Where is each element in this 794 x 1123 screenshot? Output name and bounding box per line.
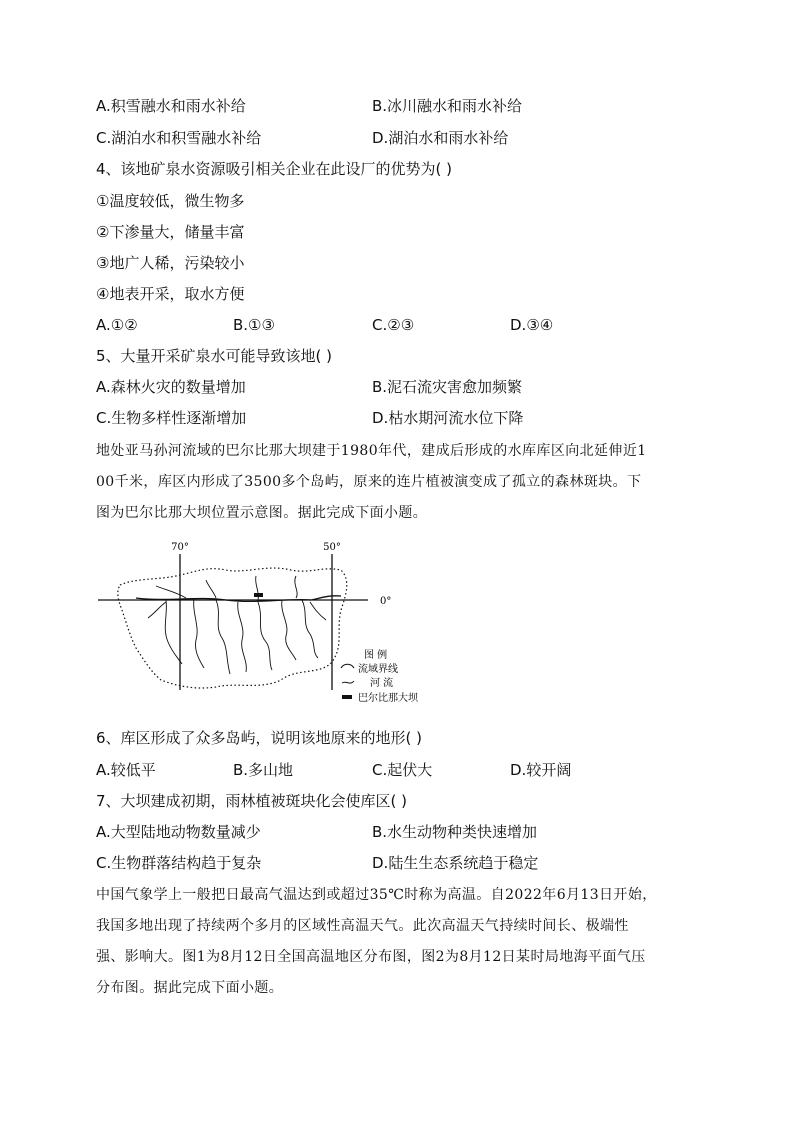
q4-item-4: ④地表开采，取水方便 — [96, 285, 245, 303]
q5-option-d: D.枯水期河流水位下降 — [372, 409, 524, 427]
legend-title: 图 例 — [364, 650, 388, 661]
q6-option-c: C.起伏大 — [372, 761, 433, 779]
q6-option-a: A.较低平 — [96, 761, 156, 779]
q7-option-d: D.陆生生态系统趋于稳定 — [372, 854, 539, 872]
q4-item-2: ②下渗量大，储量丰富 — [96, 223, 245, 241]
legend-dam-symbol — [342, 695, 352, 699]
q4-option-d: D.③④ — [510, 316, 554, 334]
basin-boundary — [118, 568, 347, 688]
q4-option-c: C.②③ — [372, 316, 415, 334]
q5-option-a: A.森林火灾的数量增加 — [96, 378, 246, 396]
legend-dam-label: 巴尔比那大坝 — [358, 693, 418, 704]
q7-option-a: A.大型陆地动物数量减少 — [96, 823, 261, 841]
passage-dam — [96, 436, 716, 529]
q6-option-d: D.较开阔 — [510, 761, 572, 779]
legend-river-symbol — [342, 681, 354, 683]
passage-heatwave — [96, 880, 716, 1004]
passage-dam-line: 00千米，库区内形成了3500多个岛屿，原来的连片植被演变成了孤立的森林斑块。下 — [96, 474, 642, 490]
passage-dam-line: 图为巴尔比那大坝位置示意图。据此完成下面小题。 — [96, 505, 428, 521]
q5-option-c: C.生物多样性逐渐增加 — [96, 409, 247, 427]
balbina-dam-map — [96, 540, 446, 720]
q4-option-a: A.①② — [96, 316, 138, 334]
legend-boundary-label: 流域界线 — [358, 664, 398, 675]
q3-option-d: D.湖泊水和雨水补给 — [372, 129, 509, 147]
lon-label-50: 50° — [323, 542, 341, 553]
q3-option-a: A.积雪融水和雨水补给 — [96, 97, 246, 115]
q4-option-b: B.①③ — [233, 316, 275, 334]
q5-option-b: B.泥石流灾害愈加频繁 — [372, 378, 523, 396]
legend-river-label: 河 流 — [370, 678, 394, 689]
q7-option-c: C.生物群落结构趋于复杂 — [96, 854, 262, 872]
passage-heatwave-line: 我国多地出现了持续两个多月的区域性高温天气。此次高温天气持续时间长、极端性 — [96, 918, 629, 934]
q5-stem: 5、大量开采矿泉水可能导致该地( ) — [96, 347, 333, 365]
q4-item-1: ①温度较低，微生物多 — [96, 192, 245, 210]
lon-label-70: 70° — [171, 542, 189, 553]
tributaries — [148, 576, 326, 674]
legend-boundary-symbol — [341, 664, 354, 668]
q4-stem: 4、该地矿泉水资源吸引相关企业在此设厂的优势为( ) — [96, 160, 453, 178]
q7-option-b: B.水生动物种类快速增加 — [372, 823, 538, 841]
passage-heatwave-line: 分布图。据此完成下面小题。 — [96, 980, 284, 996]
q4-item-3: ③地广人稀，污染较小 — [96, 254, 245, 272]
passage-heatwave-line: 中国气象学上一般把日最高气温达到或超过35℃时称为高温。自2022年6月13日开始， — [96, 887, 657, 903]
q3-option-b: B.冰川融水和雨水补给 — [372, 97, 523, 115]
dam-marker — [254, 593, 263, 597]
q3-option-c: C.湖泊水和积雪融水补给 — [96, 129, 262, 147]
q7-stem: 7、大坝建成初期，雨林植被斑块化会使库区( ) — [96, 792, 408, 810]
passage-dam-line: 地处亚马孙河流域的巴尔比那大坝建于1980年代，建成后形成的水库库区向北延伸近1 — [96, 443, 647, 459]
passage-heatwave-line: 强、影响大。图1为8月12日全国高温地区分布图，图2为8月12日某时局地海平面气压 — [96, 949, 646, 965]
q6-stem: 6、库区形成了众多岛屿，说明该地原来的地形( ) — [96, 729, 423, 747]
q6-option-b: B.多山地 — [233, 761, 294, 779]
lat-label-0: 0° — [380, 596, 392, 607]
